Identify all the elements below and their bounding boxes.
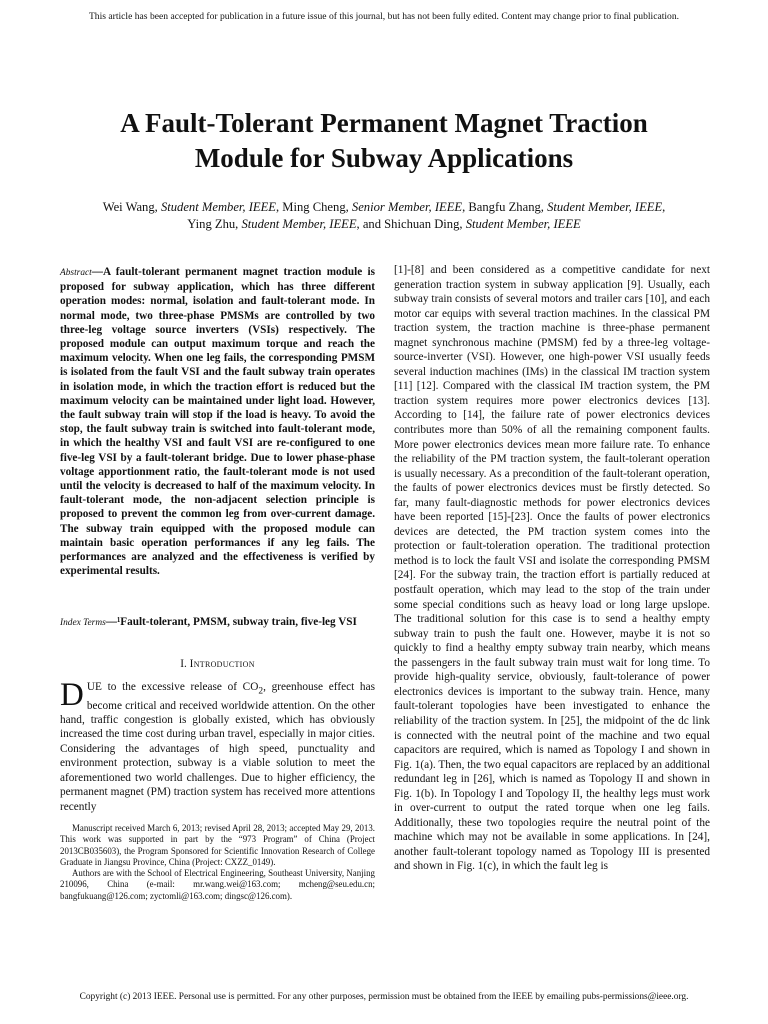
- author-list: [40, 199, 728, 233]
- intro-text-continued: , greenhouse effect has become critical and received worldwide attention. On the other hand, traffic congestion is globally existed, which has obviously increased the time cost during urban travel, especially in major cities. Considering the advantages of high speed, punctuality and environment protection, subway is a viable solution to meet the aforementioned two world challenges. Due to higher efficiency, the permanent magnet (PM) traction system has received more attentions recently: [60, 681, 375, 813]
- author-membership: Student Member, IEEE: [241, 217, 357, 231]
- author-name: Wei Wang,: [102, 200, 161, 214]
- footnote: [60, 823, 375, 902]
- section-heading: [60, 658, 375, 670]
- author-name: , Ming Cheng,: [276, 200, 352, 214]
- right-column-paragraph: [1]-[8] and been considered as a competitive candidate for next generation traction system in subway application [9]. Usually, each subway train consists of several motors and trailer cars [10], and each motor car equips with several traction machines. In the classical PM traction system, the traction machine is three-phase permanent magnet synchronous machine (PMSM) fed by a three-leg voltage-source-inverter (VSI). However, one high-power VSI usually feeds several induction machines (IMs) in the classical IM traction system [11] [12]. Compared with the classical IM traction system, the PM traction system requires more power electronics devices [13]. According to [14], the failure rate of power electronics devices contributes more than 50% of all the remaining component faults. More power electronics devices mean more failure rate. To enhance the reliability of the PM traction system, the fault-tolerant operation is usually necessary. As a precondition of the fault-tolerant operation, the faults of power electronics devices must be firstly detected. So far, many fault-diagnostic methods for power electronics devices have been reported [15]-[23]. Once the faults of power electronics devices are detected, the PM traction system comes into the protection or fault-toleration operation. The traditional protection method is to lock the fault VSI and isolate the corresponding PMSM [24]. For the subway train, the traction effort is partially reduced at postfault operation, which may lead to the stop of the train under some special conditions such as heavy load or long large upslope. The traditional solution for this case is to send a healthy empty subway train to push the fault one. However, maybe it is not so quickly to find a healthy empty subway train nearby, which means the passengers in the fault subway train must wait for long time. To provide high-quality service, obviously, fault-tolerance of power electronics devices is important to the subway train. Hence, many fault-tolerant topologies have been investigated to enhance the reliability of the traction system. In [25], the midpoint of the dc link is connected with the neutral point of the machine and two equal capacitors are required, which is named as Topology I and shown in Fig. 1(a). Then, the two equal capacitors are replaced by an additional redundant leg in [26], which is named as Topology II and shown in Fig. 1(b). In Topology I and Topology II, the healthy legs must work in over-current to output the rated torque when one leg fails. Additionally, these two topologies require the neutral point of the machine which may not be available in some applications. In [24], another fault-tolerant topology named as Topology III is presented and shown in Fig. 1(c), in which the fault leg is: [394, 264, 710, 873]
- publication-status-note: This article has been accepted for publication in a future issue of this journal, but has not been fully edited. Content may change prior to final publication.: [88, 11, 680, 22]
- author-name: , and Shichuan Ding,: [356, 217, 466, 231]
- footnote-manuscript: Manuscript received March 6, 2013; revised April 28, 2013; accepted May 29, 2013. This work was supported in part by the “973 Program” of China (Project 2013CB035603), the Program Sponsored for Scientific Innovation Research of College Graduate in Jiangsu Province, China (Project: CXZZ_0149).: [60, 823, 375, 867]
- paper-title: [60, 106, 708, 176]
- author-membership: Senior Member, IEEE: [351, 200, 463, 214]
- abstract-text: —A fault-tolerant permanent magnet traction module is proposed for subway application, which has three different operation modes: normal, isolation and fault-tolerant mode. In normal mode, two three-phase PMSMs are controlled by two three-leg voltage source inverters (VSIs) respectively. The proposed module can output maximum torque and reach the maximum velocity. When one leg fails, the corresponding PMSM is isolated from the fault VSI and the fault subway train operates in isolation mode, in which the traction effort is reduced but the maximum velocity can be maintained under light load. However, the fault subway train will stop if the load is heavy. To avoid the stop, the fault subway train is switched into fault-tolerant mode, in which the healthy VSI and fault VSI are re-configured to one five-leg VSI by a fault-tolerant bridge. Due to lower phase-phase voltage apportionment ratio, the fault-tolerant mode is not used until the velocity is decreased to half of the maximum velocity. In fault-tolerant mode, the non-adjacent selection principle is proposed to prevent the common leg from over-current damage. The subway train equipped with the proposed module can maintain basic operation performances if any leg fails. The performances are analyzed and the effectiveness is verified by experimental results.: [60, 266, 375, 578]
- section-number: I.: [180, 658, 190, 670]
- intro-text: UE to the excessive release of CO: [86, 681, 259, 693]
- section-title: Introduction: [189, 658, 255, 670]
- index-terms-text: —¹Fault-tolerant, PMSM, subway train, five-leg VSI: [105, 616, 357, 628]
- introduction-paragraph: [60, 677, 375, 814]
- index-terms: [60, 615, 375, 630]
- author-membership: Student Member, IEEE: [547, 200, 663, 214]
- author-separator: ,: [662, 200, 666, 214]
- footnote-affiliation: Authors are with the School of Electrical Engineering, Southeast University, Nanjing 210096, China (e-mail: mr.wang.wei@163.com; mcheng@seu.edu.cn; bangfukuang@126.com; zyctomli@163.com; dingsc@126.com).: [60, 868, 375, 901]
- drop-cap: D: [60, 677, 84, 713]
- author-name: , Bangfu Zhang,: [462, 200, 548, 214]
- abstract-label: Abstract: [60, 268, 92, 278]
- abstract: [60, 265, 375, 578]
- title-line-2: Module for Subway Applications: [194, 143, 574, 173]
- title-line-1: A Fault-Tolerant Permanent Magnet Traction: [120, 108, 648, 138]
- intro-subscript: 2: [258, 686, 264, 697]
- right-column-text: [394, 263, 710, 874]
- index-terms-label: Index Terms: [60, 618, 106, 628]
- author-membership: Student Member, IEEE: [160, 200, 276, 214]
- author-line-1: [40, 199, 728, 216]
- author-name: Ying Zhu,: [187, 217, 242, 231]
- author-line-2: [40, 216, 728, 233]
- copyright-notice: Copyright (c) 2013 IEEE. Personal use is permitted. For any other purposes, permission must be obtained from the IEEE by emailing pubs-permissions@ieee.org.: [79, 992, 689, 1002]
- author-membership: Student Member, IEEE: [465, 217, 581, 231]
